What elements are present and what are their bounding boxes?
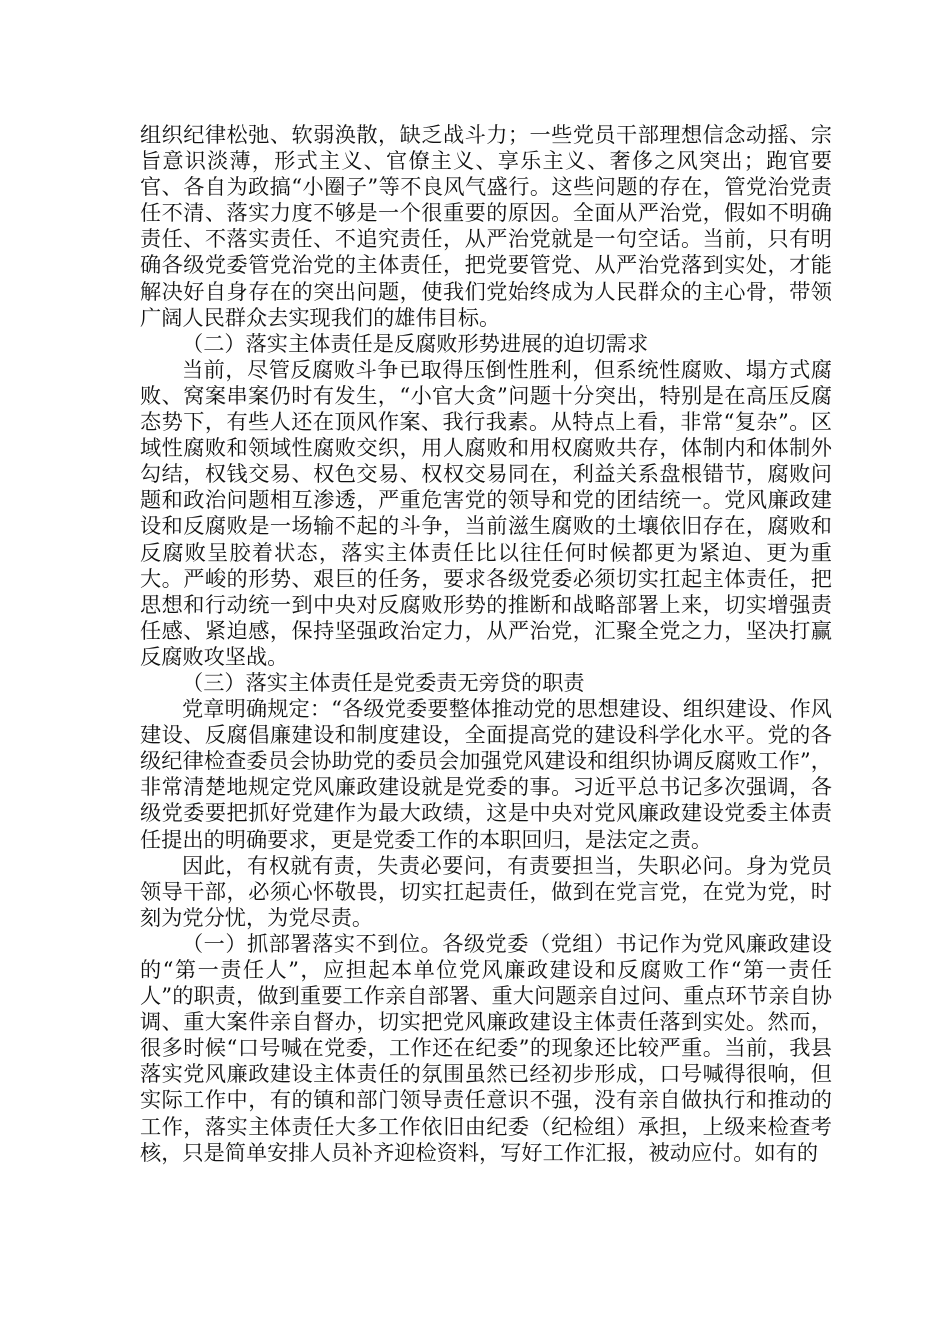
section-heading-3: （三）落实主体责任是党委责无旁贷的职责: [182, 669, 585, 695]
paragraph-party-constitution: 党章明确规定：“各级党委要整体推动党的思想建设、组织建设、作风建设、反腐倡廉建设和制度建设，全面提高党的建设科学化水平。党的各级纪律检查委员会协助党的委员会加强党风建设和组织协调反腐败工作”，非常清楚地规定党风廉政建设就是党委的事。习近平总书记多次强调，各级党委要把抓好党建作为最大政绩，这是中央对党风廉政建设党委主体责任提出的明确要求，更是党委工作的本职回归，是法定之责。: [140, 696, 832, 852]
paragraph-anticorruption-situation: 当前，尽管反腐败斗争已取得压倒性胜利，但系统性腐败、塌方式腐败、窝案串案仍时有发生，“小官大贪”问题十分突出，特别是在高压反腐态势下，有些人还在顶风作案、我行我素。从特点上看，非常“复杂”。区域性腐败和领域性腐败交织，用人腐败和用权腐败共存，体制内和体制外勾结，权钱交易、权色交易、权权交易同在，利益关系盘根错节，腐败问题和政治问题相互渗透，严重危害党的领导和党的团结统一。党风廉政建设和反腐败是一场输不起的斗争，当前滋生腐败的土壤依旧存在，腐败和反腐败呈胶着状态，落实主体责任比以往任何时候都更为紧迫、更为重大。严峻的形势、艰巨的任务，要求各级党委必须切实扛起主体责任，把思想和行动统一到中央对反腐败形势的推断和战略部署上来，切实增强责任感、紧迫感，保持坚强政治定力，从严治党，汇聚全党之力，坚决打赢反腐败攻坚战。: [140, 356, 832, 669]
paragraph-responsibility: 因此，有权就有责，失责必要问，有责要担当，失职必问。身为党员领导干部，必须心怀敬畏，切实扛起责任，做到在党言党，在党为党，时刻为党分忧，为党尽责。: [140, 852, 832, 930]
section-heading-2: （二）落实主体责任是反腐败形势进展的迫切需求: [182, 330, 649, 356]
document-body: [140, 122, 832, 1166]
paragraph-deployment-issues: （一）抓部署落实不到位。各级党委（党组）书记作为党风廉政建设的“第一责任人”，应担起本单位党风廉政建设和反腐败工作“第一责任人”的职责，做到重要工作亲自部署、重大问题亲自过问、重点环节亲自协调、重大案件亲自督办，切实把党风廉政建设主体责任落到实处。然而，很多时候“口号喊在党委，工作还在纪委”的现象还比较严重。当前，我县落实党风廉政建设主体责任的氛围虽然已经初步形成，口号喊得很响，但实际工作中，有的镇和部门领导责任意识不强，没有亲自做执行和推动的工作，落实主体责任大多工作依旧由纪委（纪检组）承担，上级来检查考核，只是简单安排人员补齐迎检资料，写好工作汇报，被动应付。如有的: [140, 930, 832, 1165]
paragraph-continued: 组织纪律松弛、软弱涣散，缺乏战斗力；一些党员干部理想信念动摇、宗旨意识淡薄，形式主义、官僚主义、享乐主义、奢侈之风突出；跑官要官、各自为政搞“小圈子”等不良风气盛行。这些问题的存在，管党治党责任不清、落实力度不够是一个很重要的原因。全面从严治党，假如不明确责任、不落实责任、不追究责任，从严治党就是一句空话。当前，只有明确各级党委管党治党的主体责任，把党要管党、从严治党落到实处，才能解决好自身存在的突出问题，使我们党始终成为人民群众的主心骨，带领广阔人民群众去实现我们的雄伟目标。: [140, 122, 832, 330]
